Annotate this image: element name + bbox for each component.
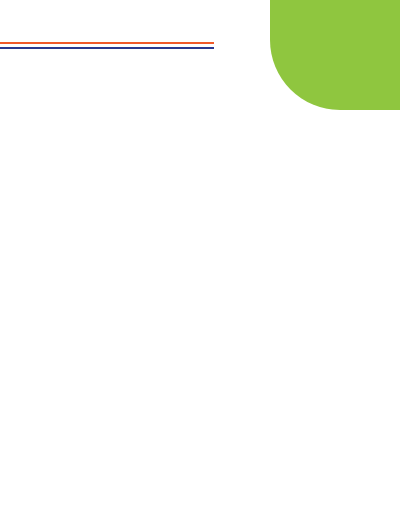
green-corner-shape [270,0,400,110]
orange-stripe [0,42,214,44]
navy-stripe [0,47,214,49]
